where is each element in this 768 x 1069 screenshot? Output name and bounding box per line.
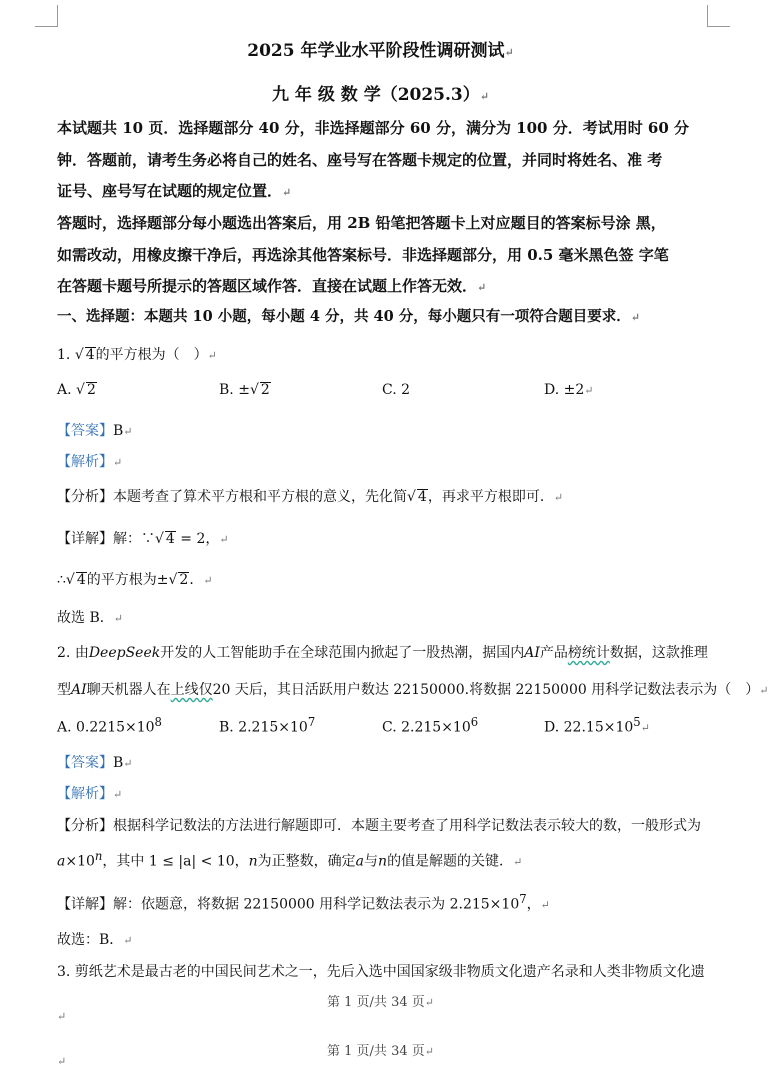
- return-mark: ↵: [57, 1010, 67, 1023]
- paragraph-mark-row: [57, 1005, 66, 1024]
- q2-xiangjie: [57, 892, 550, 914]
- xiangjie-text: 解：依题意，将数据 22150000 用科学记数法表示为 2.215×10: [113, 896, 520, 913]
- option-label: D.: [544, 382, 560, 398]
- q3-stem-line-1: 3. 剪纸艺术是最古老的中国民间艺术之一，先后入选中国国家级非物质文化遗产名录和人类非物质文化遗: [57, 964, 705, 980]
- q1-option-b: B. ±√ 2: [219, 382, 270, 398]
- q2-text: 开发的人工智能助手在全球范围内掀起了一股热潮，据国内: [160, 645, 525, 661]
- option-exponent: 5: [633, 715, 641, 729]
- therefore-text: 的平方根为±: [86, 572, 169, 588]
- q2-option-b: [219, 715, 315, 736]
- page-footer: [0, 991, 761, 1010]
- xiangjie-tag: 【详解】: [57, 531, 113, 547]
- q1-conclusion: [57, 607, 123, 627]
- return-mark: ↵: [513, 855, 523, 869]
- q2-text: 型: [57, 682, 71, 698]
- answer-value: B: [113, 423, 124, 439]
- answer-tag: 【答案】: [57, 755, 113, 771]
- math-var: a: [355, 853, 365, 870]
- option-label: A.: [57, 719, 72, 736]
- radicand: 4: [76, 572, 86, 588]
- q1-fenxi: 【分析】本题考查了算术平方根和平方根的意义，先化简√ 4，再求平方根即可．↵: [57, 489, 564, 505]
- radicand: 2: [86, 382, 96, 398]
- option-label: C.: [382, 719, 397, 736]
- radicand: 2: [179, 572, 189, 588]
- q2-option-d: [544, 715, 650, 736]
- section-heading-text: 一、选择题：本题共 10 小题，每小题 4 分，共 40 分，每小题只有一项符合题目要求．: [57, 308, 631, 325]
- q2-text: 聊天机器人在: [86, 682, 171, 698]
- page-subtitle: [0, 80, 761, 105]
- return-mark: ↵: [640, 721, 650, 735]
- fenxi-tail: ，再求平方根即可．: [427, 489, 554, 505]
- return-mark: ↵: [113, 788, 123, 801]
- q1-option-c: [382, 382, 410, 398]
- fenxi-text: 本题考查了算术平方根和平方根的意义，先化简: [113, 489, 407, 505]
- option-label: A.: [57, 382, 72, 398]
- return-mark: ↵: [424, 1045, 434, 1058]
- return-mark: ↵: [113, 612, 123, 625]
- xiangjie-text: 解：∵: [113, 531, 155, 547]
- q2-option-c: [382, 715, 478, 736]
- return-mark: ↵: [630, 311, 640, 324]
- fenxi-tag: 【分析】: [57, 489, 113, 505]
- return-mark: ↵: [477, 281, 487, 294]
- subtitle-text: 九 年 级 数 学（2025.3）: [272, 85, 480, 105]
- return-mark: ↵: [57, 1055, 67, 1068]
- math-var: a: [57, 853, 66, 870]
- question-number: 2.: [57, 645, 71, 661]
- radicand: 4: [165, 531, 175, 547]
- ai-term: AI: [71, 682, 87, 698]
- spellcheck-underlined-text: 榜统计: [567, 645, 610, 661]
- therefore-end: ．: [189, 572, 204, 588]
- ai-term: AI: [524, 645, 540, 661]
- q2-text: 20 天后，其日活跃用户数达 22150000.将数据 22150000 用科学记数法表示为（ ）: [212, 682, 760, 698]
- footer-text: 第 1 页/共 34 页: [327, 1044, 425, 1059]
- radicand: 2: [260, 382, 270, 398]
- crop-mark-left-horizontal: [35, 26, 57, 27]
- answer-value: B: [113, 755, 124, 771]
- deepseek-name: DeepSeek: [88, 645, 161, 661]
- return-mark: ↵: [479, 90, 489, 103]
- return-mark: ↵: [113, 456, 123, 469]
- crop-mark-left-vertical: [57, 5, 58, 27]
- xiangjie-eq: = 2，: [180, 531, 220, 547]
- therefore-symbol: ∴: [57, 572, 66, 588]
- option-label: B.: [219, 382, 234, 398]
- q1-answer: [57, 420, 133, 440]
- return-mark: ↵: [207, 349, 217, 362]
- option-base: 22.15×10: [563, 719, 634, 736]
- page-footer-duplicate: [0, 1040, 761, 1059]
- fenxi-tag: 【分析】: [57, 818, 113, 834]
- option-label: D.: [544, 719, 560, 736]
- crop-mark-right-vertical: [707, 5, 708, 27]
- radicand: 4: [417, 489, 427, 505]
- q2-fenxi-line-1: [57, 815, 701, 835]
- conclusion-text: 故选 B．: [57, 610, 114, 626]
- instruction-text: 在答题卡题号所提示的答题区域作答．直接在试题上作答无效．: [57, 277, 478, 295]
- fenxi-text: 的值是解题的关键．: [387, 853, 514, 870]
- option-base: 2.215×10: [238, 719, 308, 736]
- q2-stem-line-1: [57, 642, 708, 662]
- instruction-text: 证号、座号写在试题的规定位置．: [57, 182, 283, 200]
- math-var: n: [378, 853, 388, 870]
- analysis-tag: 【解析】: [57, 786, 113, 802]
- instruction-line-6: [57, 275, 486, 296]
- return-mark: ↵: [282, 186, 292, 199]
- spellcheck-underlined-text: 上线仅: [170, 682, 213, 698]
- instruction-line-3: [57, 180, 291, 201]
- instruction-line-5: 如需改动，用橡皮擦干净后，再选涂其他答案标号．非选择题部分，用 0.5 毫米黑色签 字笔: [57, 246, 669, 264]
- q2-fenxi-line-2: [57, 849, 522, 871]
- xiangjie-end: ，: [526, 896, 541, 913]
- footer-text: 第 1 页/共 34 页: [327, 995, 425, 1010]
- return-mark: ↵: [584, 384, 594, 397]
- return-mark: ↵: [123, 934, 133, 947]
- answer-tag: 【答案】: [57, 423, 113, 439]
- section-heading: [57, 305, 640, 326]
- option-exponent: 8: [154, 715, 162, 729]
- q1-options: [57, 382, 717, 402]
- q2-text: 由: [74, 645, 89, 661]
- conclusion-text: 故选：B．: [57, 932, 124, 948]
- instruction-line-4: 答题时，选择题部分每小题选出答案后，用 2B 铅笔把答题卡上对应题目的答案标号涂 黑，: [57, 214, 666, 232]
- q2-options: [57, 715, 717, 735]
- q1-analysis: [57, 451, 122, 471]
- paragraph-mark-row: [57, 1050, 66, 1069]
- analysis-tag: 【解析】: [57, 454, 113, 470]
- return-mark: ↵: [123, 757, 133, 770]
- q2-analysis: [57, 783, 122, 803]
- fenxi-text: 与: [364, 853, 379, 870]
- fenxi-text: 为正整数，确定: [257, 853, 356, 870]
- math-exponent: n: [94, 849, 103, 863]
- option-base: 2.215×10: [401, 719, 471, 736]
- math-text: ×10: [65, 853, 95, 870]
- option-value: 2: [401, 382, 411, 398]
- option-exponent: 7: [307, 715, 316, 729]
- q1-therefore: ∴√ 4的平方根为±√ 2．↵: [57, 572, 213, 588]
- return-mark: ↵: [504, 46, 514, 59]
- q1-option-d: [544, 382, 594, 398]
- question-number: 1.: [57, 347, 71, 363]
- return-mark: ↵: [553, 491, 564, 504]
- q2-answer: [57, 752, 133, 772]
- instruction-line-1: 本试题共 10 页．选择题部分 40 分，非选择题部分 60 分，满分为 100 分．考试用时 60 分: [57, 119, 690, 137]
- q2-text: 产品: [539, 645, 568, 661]
- return-mark: ↵: [123, 425, 133, 438]
- option-label: C.: [382, 382, 397, 398]
- page-title: [0, 36, 761, 61]
- return-mark: ↵: [759, 684, 768, 697]
- fenxi-text: ，其中 1 ≤ |a| < 10，: [102, 853, 249, 870]
- plus-minus: ±: [238, 382, 250, 398]
- radicand: 4: [85, 347, 95, 363]
- option-base: 0.2215×10: [76, 719, 155, 736]
- math-var: n: [248, 853, 258, 870]
- return-mark: ↵: [203, 574, 213, 587]
- math-exponent: 7: [519, 892, 527, 906]
- option-exponent: 6: [470, 715, 479, 729]
- return-mark: ↵: [540, 898, 550, 912]
- xiangjie-tag: 【详解】: [57, 896, 113, 913]
- return-mark: ↵: [219, 533, 229, 546]
- crop-mark-right-horizontal: [708, 26, 730, 27]
- q1-xiangjie: 【详解】解：∵√ 4 = 2，↵: [57, 531, 229, 547]
- option-value: ±2: [563, 382, 585, 398]
- q1-stem: 1. √ 4的平方根为（ ）↵: [57, 347, 217, 363]
- return-mark: ↵: [424, 996, 434, 1009]
- q2-conclusion: [57, 929, 133, 949]
- instruction-line-2: 钟．答题前，请考生务必将自己的姓名、座号写在答题卡规定的位置，并同时将姓名、准 考: [57, 151, 663, 169]
- q2-text: 数据，这款推理: [609, 645, 708, 661]
- fenxi-text: 根据科学记数法的方法进行解题即可．本题主要考查了用科学记数法表示较大的数，一般形式为: [113, 818, 701, 834]
- q1-stem-text: 的平方根为（ ）: [95, 347, 208, 363]
- q2-stem-line-2: [57, 679, 768, 699]
- option-label: B.: [219, 719, 234, 736]
- q1-option-a: A. √ 2: [57, 382, 96, 398]
- title-text: 2025 年学业水平阶段性调研测试: [247, 41, 505, 61]
- q2-option-a: [57, 715, 162, 736]
